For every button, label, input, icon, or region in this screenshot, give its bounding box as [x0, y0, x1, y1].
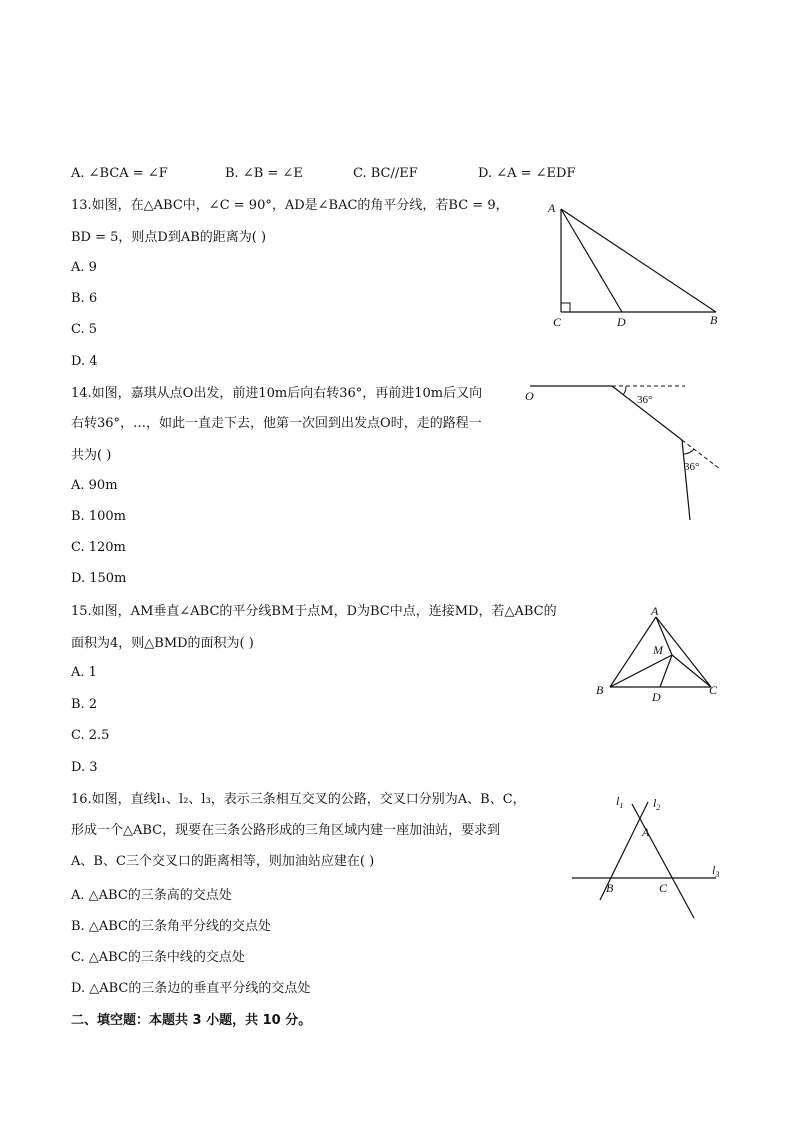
q12-option-c: C. BC//EF: [353, 166, 418, 181]
section-2-heading: 二、填空题：本题共 3 小题，共 10 分。: [71, 1013, 312, 1028]
q14-stem-line3: 共为( ): [71, 448, 112, 463]
q15-segment-mc: [672, 655, 711, 687]
q16-label-c: C: [659, 881, 668, 895]
q15-option-b: B. 2: [71, 697, 98, 712]
q16-label-a: A: [642, 825, 650, 839]
q12-option-b: B. ∠B = ∠E: [225, 166, 303, 181]
q15-option-d: D. 3: [71, 760, 98, 775]
q16-line-l2: [632, 804, 694, 918]
q15-side-ab: [610, 617, 656, 687]
q14-angle-label-1: 36°: [637, 394, 653, 406]
q15-label-m: M: [653, 643, 663, 657]
q15-option-a: A. 1: [71, 665, 97, 680]
q16-label-b: B: [606, 881, 614, 895]
q13-stem-line1: 13.如图，在△ABC中，∠C = 90°，AD是∠BAC的角平分线，若BC = 9，: [71, 198, 509, 213]
q15-label-d: D: [652, 690, 661, 704]
q16-figure: [568, 790, 728, 920]
q14-angle-arc-2: [684, 449, 694, 454]
q14-option-b: B. 100m: [71, 509, 126, 524]
q13-label-b: B: [710, 313, 718, 327]
q15-stem-line1: 15.如图，AM垂直∠ABC的平分线BM于点M，D为BC中点，连接MD，若△ABC的: [71, 604, 557, 619]
q14-figure: [520, 378, 730, 528]
q14-stem-line1: 14.如图，嘉琪从点O出发，前进10m后向右转36°，再前进10m后又向: [71, 386, 483, 401]
q16-label-l2: $l_2$: [653, 796, 661, 812]
q16-option-b: B. △ABC的三条角平分线的交点处: [71, 919, 271, 934]
q16-option-a: A. △ABC的三条高的交点处: [71, 888, 232, 903]
q12-option-d: D. ∠A = ∠EDF: [478, 166, 576, 181]
q13-right-angle-mark: [561, 303, 570, 312]
q14-angle-label-2: 36°: [684, 461, 700, 473]
q15-option-c: C. 2.5: [71, 728, 110, 743]
q13-label-c: C: [553, 315, 562, 329]
q13-option-d: D. 4: [71, 354, 98, 369]
q16-option-d: D. △ABC的三条边的垂直平分线的交点处: [71, 981, 311, 996]
q13-option-a: A. 9: [71, 260, 97, 275]
q13-option-c: C. 5: [71, 322, 98, 337]
q15-label-b: B: [596, 683, 604, 697]
q15-label-a: A: [651, 604, 659, 618]
q13-side-ab: [561, 209, 716, 312]
q13-bisector-ad: [561, 209, 622, 312]
q16-option-c: C. △ABC的三条中线的交点处: [71, 950, 245, 965]
q13-label-d: D: [617, 315, 626, 329]
q14-path-segment-3: [682, 440, 690, 520]
q15-bisector-bm: [610, 655, 672, 687]
q14-option-a: A. 90m: [71, 478, 118, 493]
q15-label-c: C: [709, 683, 718, 697]
q13-label-a: A: [548, 201, 556, 215]
q15-figure: [590, 602, 730, 707]
q14-option-d: D. 150m: [71, 571, 127, 586]
q13-figure: [540, 195, 730, 335]
q14-label-o: O: [525, 389, 534, 403]
q15-stem-line2: 面积为4，则△BMD的面积为( ): [71, 636, 254, 651]
q14-stem-line2: 右转36°，…，如此一直走下去，他第一次回到出发点O时，走的路程一: [71, 416, 482, 431]
q13-option-b: B. 6: [71, 291, 98, 306]
q16-stem-line3: A、B、C三个交叉口的距离相等，则加油站应建在( ): [71, 854, 375, 869]
q12-option-a: A. ∠BCA = ∠F: [71, 166, 168, 181]
q13-stem-line2: BD = 5，则点D到AB的距离为( ): [71, 230, 267, 245]
q16-stem-line1: 16.如图，直线l₁、l₂、l₃，表示三条相互交叉的公路，交叉口分别为A、B、C，: [71, 792, 526, 807]
q16-label-l1: $l_1$: [616, 794, 624, 810]
q14-angle-arc-1: [623, 386, 626, 395]
q16-label-l3: $l_3$: [712, 863, 720, 879]
q16-stem-line2: 形成一个△ABC，现要在三条公路形成的三角区域内建一座加油站，要求到: [71, 823, 501, 838]
q14-option-c: C. 120m: [71, 540, 126, 555]
